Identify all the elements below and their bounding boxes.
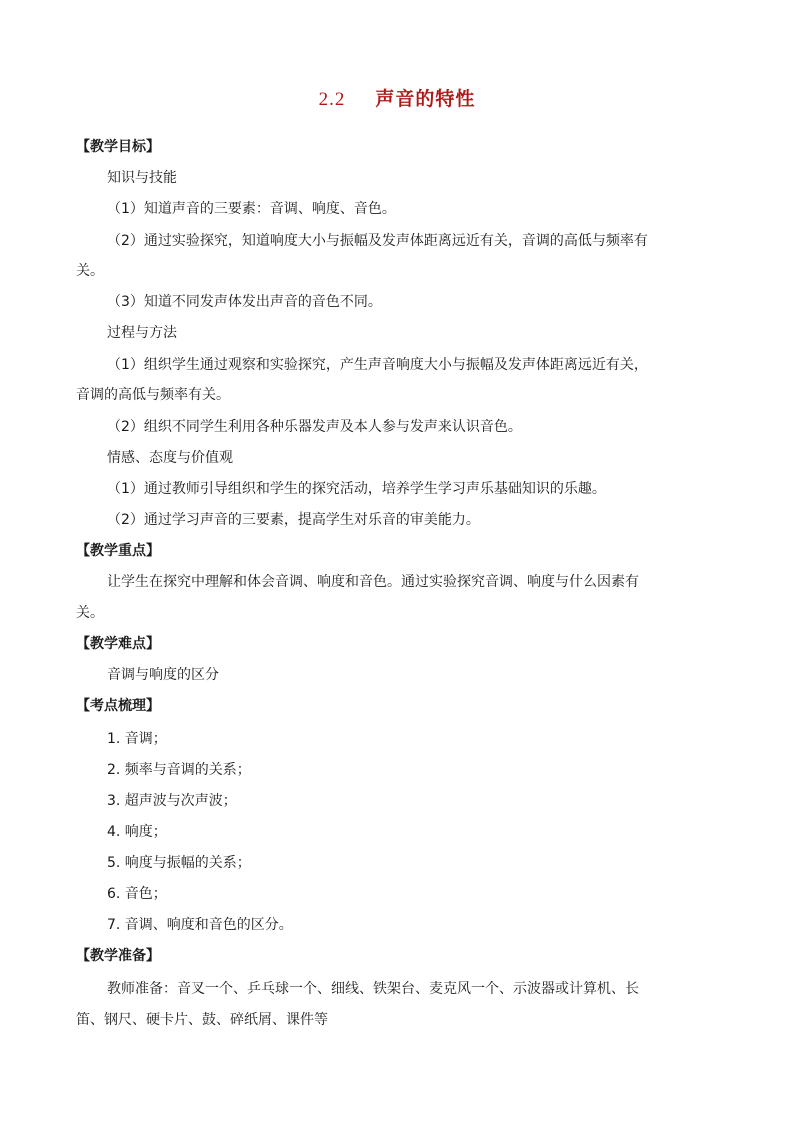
- section-number: 2.2: [318, 89, 346, 110]
- heading-teaching-goals: 【教学目标】: [76, 139, 160, 155]
- subheading-process: 过程与方法: [107, 325, 177, 341]
- key-points-line-1: 让学生在探究中理解和体会音调、响度和音色。通过实验探究音调、响度与什么因素有: [107, 574, 639, 590]
- exam-point-3: 3. 超声波与次声波；: [107, 793, 237, 809]
- title-text: 声音的特性: [375, 88, 476, 110]
- attitude-item-2: （2）通过学习声音的三要素，提高学生对乐音的审美能力。: [107, 512, 480, 528]
- attitude-item-1: （1）通过教师引导组织和学生的探究活动，培养学生学习声乐基础知识的乐趣。: [107, 481, 606, 497]
- process-item-2: （2）组织不同学生利用各种乐器发声及本人参与发声来认识音色。: [107, 419, 522, 435]
- page-title: [0, 84, 794, 111]
- exam-point-5: 5. 响度与振幅的关系；: [107, 855, 251, 871]
- preparation-line-2: 笛、钢尺、硬卡片、鼓、碎纸屑、课件等: [76, 1012, 328, 1028]
- exam-point-4: 4. 响度；: [107, 824, 167, 840]
- heading-difficulties: 【教学难点】: [76, 636, 160, 652]
- subheading-knowledge: 知识与技能: [107, 170, 177, 186]
- exam-point-6: 6. 音色；: [107, 886, 167, 902]
- heading-preparation: 【教学准备】: [76, 948, 160, 964]
- process-item-1-cont: 音调的高低与频率有关。: [76, 387, 230, 403]
- subheading-attitude: 情感、态度与价值观: [107, 450, 233, 466]
- knowledge-item-3: （3）知道不同发声体发出声音的音色不同。: [107, 294, 382, 310]
- knowledge-item-2: （2）通过实验探究，知道响度大小与振幅及发声体距离远近有关，音调的高低与频率有: [107, 233, 648, 249]
- exam-point-2: 2. 频率与音调的关系；: [107, 762, 251, 778]
- knowledge-item-2-cont: 关。: [76, 263, 104, 279]
- preparation-line-1: 教师准备：音叉一个、乒乓球一个、细线、铁架台、麦克风一个、示波器或计算机、长: [107, 981, 639, 997]
- difficulties-line-1: 音调与响度的区分: [107, 667, 219, 683]
- exam-point-7: 7. 音调、响度和音色的区分。: [107, 917, 293, 933]
- process-item-1: （1）组织学生通过观察和实验探究，产生声音响度大小与振幅及发声体距离远近有关，: [107, 357, 648, 373]
- heading-key-points: 【教学重点】: [76, 543, 160, 559]
- exam-point-1: 1. 音调；: [107, 731, 167, 747]
- knowledge-item-1: （1）知道声音的三要素：音调、响度、音色。: [107, 201, 396, 217]
- heading-exam-points: 【考点梳理】: [76, 698, 160, 714]
- key-points-line-2: 关。: [76, 605, 104, 621]
